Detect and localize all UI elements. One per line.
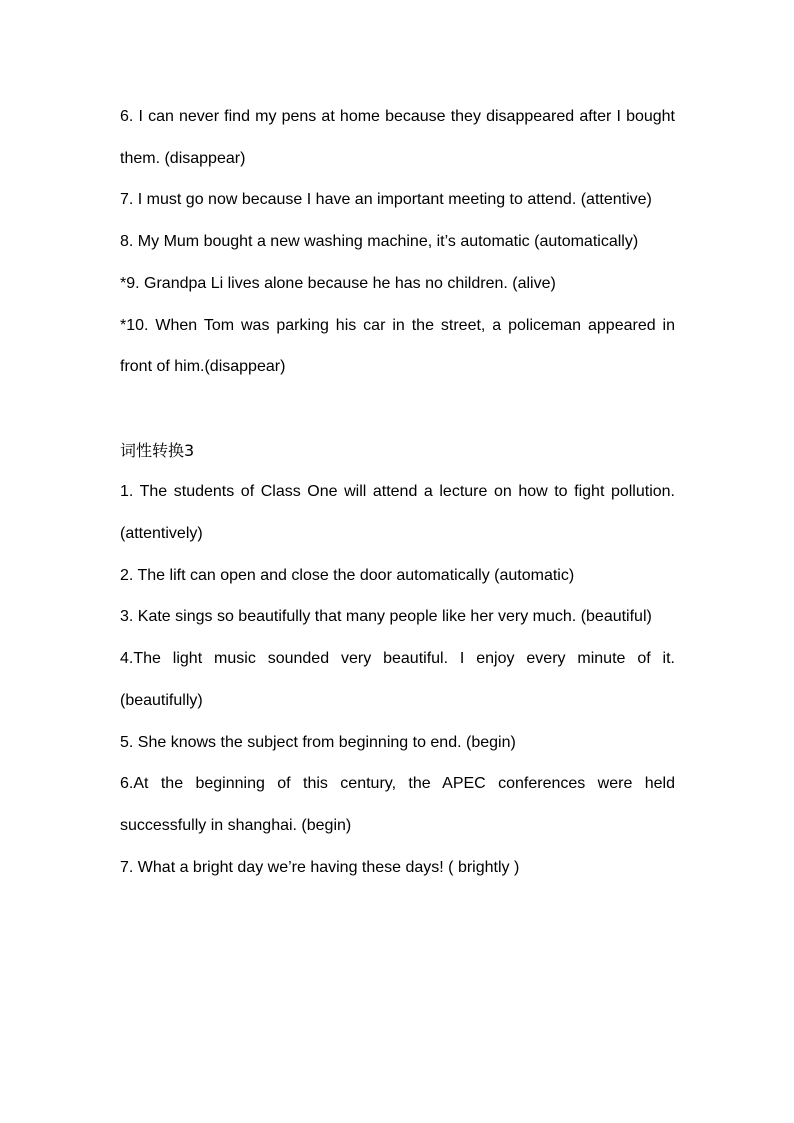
exercise-item: *9. Grandpa Li lives alone because he has no children. (alive) — [120, 274, 556, 292]
exercise-item: 5. She knows the subject from beginning to end. (begin) — [120, 733, 516, 751]
exercise-item: 7. I must go now because I have an important meeting to attend. (attentive) — [120, 191, 652, 209]
exercise-item: 1. The students of Class One will attend a lecture on how to fight pollution. (attentively) — [120, 483, 675, 543]
spacer — [120, 388, 675, 430]
exercise-item: 6.At the beginning of this century, the APEC conferences were held successfully in shanghai. (begin) — [120, 775, 675, 834]
document-page — [120, 96, 675, 888]
exercise-item: 7. What a bright day we’re having these days! ( brightly ) — [120, 858, 520, 876]
exercise-item: 4.The light music sounded very beautiful. I enjoy every minute of it. (beautifully) — [120, 650, 675, 709]
exercise-item: 6. I can never find my pens at home because they disappeared after I bought them. (disappear) — [120, 108, 675, 167]
section-heading: 词性转换3 — [120, 440, 195, 460]
exercise-item: 2. The lift can open and close the door automatically (automatic) — [120, 566, 575, 584]
exercise-item: 8. My Mum bought a new washing machine, it’s automatic (automatically) — [120, 233, 639, 251]
exercise-item: *10. When Tom was parking his car in the street, a policeman appeared in front of him.(disappear) — [120, 316, 675, 376]
exercise-item: 3. Kate sings so beautifully that many people like her very much. (beautiful) — [120, 608, 652, 626]
